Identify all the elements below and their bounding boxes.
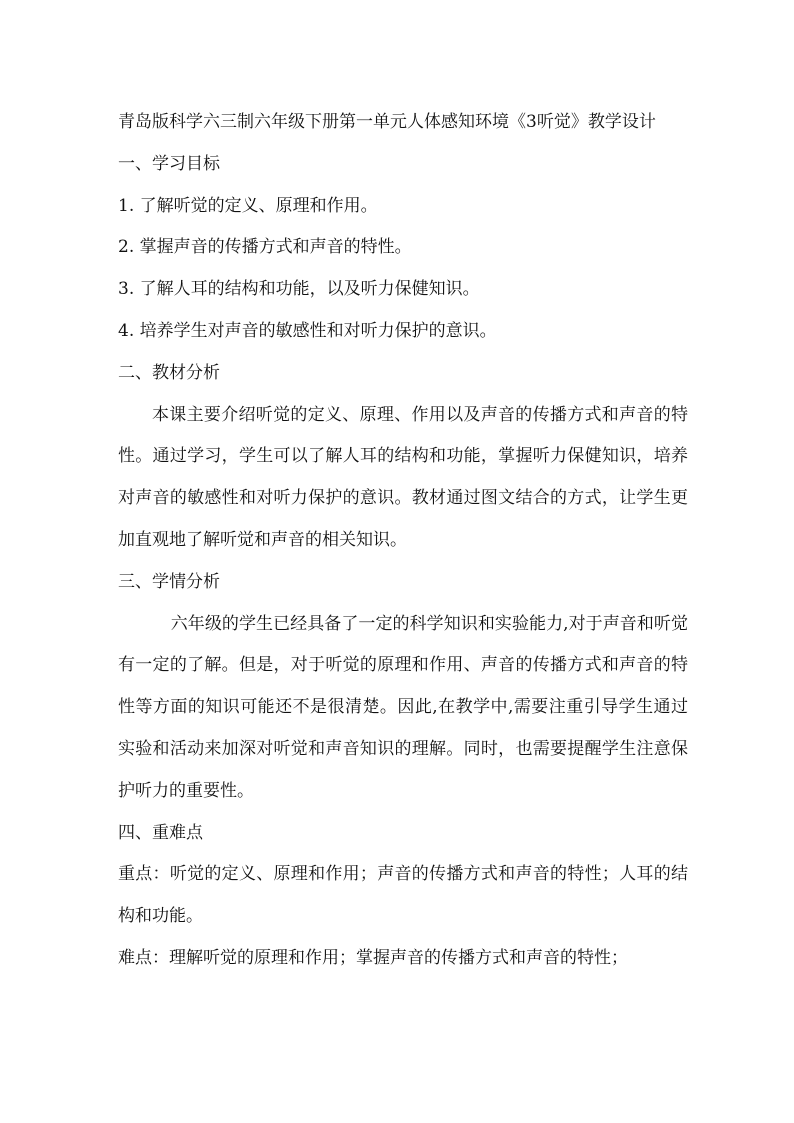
objective-item-3: 3. 了解人耳的结构和功能，以及听力保健知识。: [118, 279, 480, 300]
student-analysis-paragraph: 六年级的学生已经具备了一定的科学知识和实验能力,对于声音和听觉有一定的了解。但是，对于听觉的原理和作用、声音的传播方式和声音的特性等方面的知识可能还不是很清楚。因此,在教学中,需要注重引导学生通过实验和活动来加深对听觉和声音知识的理解。同时，也需要提醒学生注意保护听力的重要性。: [118, 613, 688, 801]
objective-item-2: 2. 掌握声音的传播方式和声音的特性。: [118, 237, 412, 258]
difficult-points-paragraph: 难点：理解听觉的原理和作用；掌握声音的传播方式和声音的特性；: [118, 947, 628, 968]
material-analysis-paragraph: 本课主要介绍听觉的定义、原理、作用以及声音的传播方式和声音的特性。通过学习，学生可以了解人耳的结构和功能，掌握听力保健知识，培养对声音的敏感性和对听力保护的意识。教材通过图文结合的方式，让学生更加直观地了解听觉和声音的相关知识。: [118, 404, 688, 550]
objective-item-1: 1. 了解听觉的定义、原理和作用。: [118, 195, 378, 216]
objective-item-4: 4. 培养学生对声音的敏感性和对听力保护的意识。: [118, 320, 497, 341]
key-points-paragraph: 重点：听觉的定义、原理和作用；声音的传播方式和声音的特性；人耳的结构和功能。: [118, 864, 688, 927]
section-heading-students: 三、学情分析: [118, 571, 220, 592]
section-heading-keypoints: 四、重难点: [118, 822, 203, 843]
section-heading-objectives: 一、学习目标: [118, 153, 220, 174]
section-heading-material: 二、教材分析: [118, 362, 220, 383]
document-body: [118, 102, 688, 980]
document-title: 青岛版科学六三制六年级下册第一单元人体感知环境《3听觉》教学设计: [118, 112, 656, 132]
